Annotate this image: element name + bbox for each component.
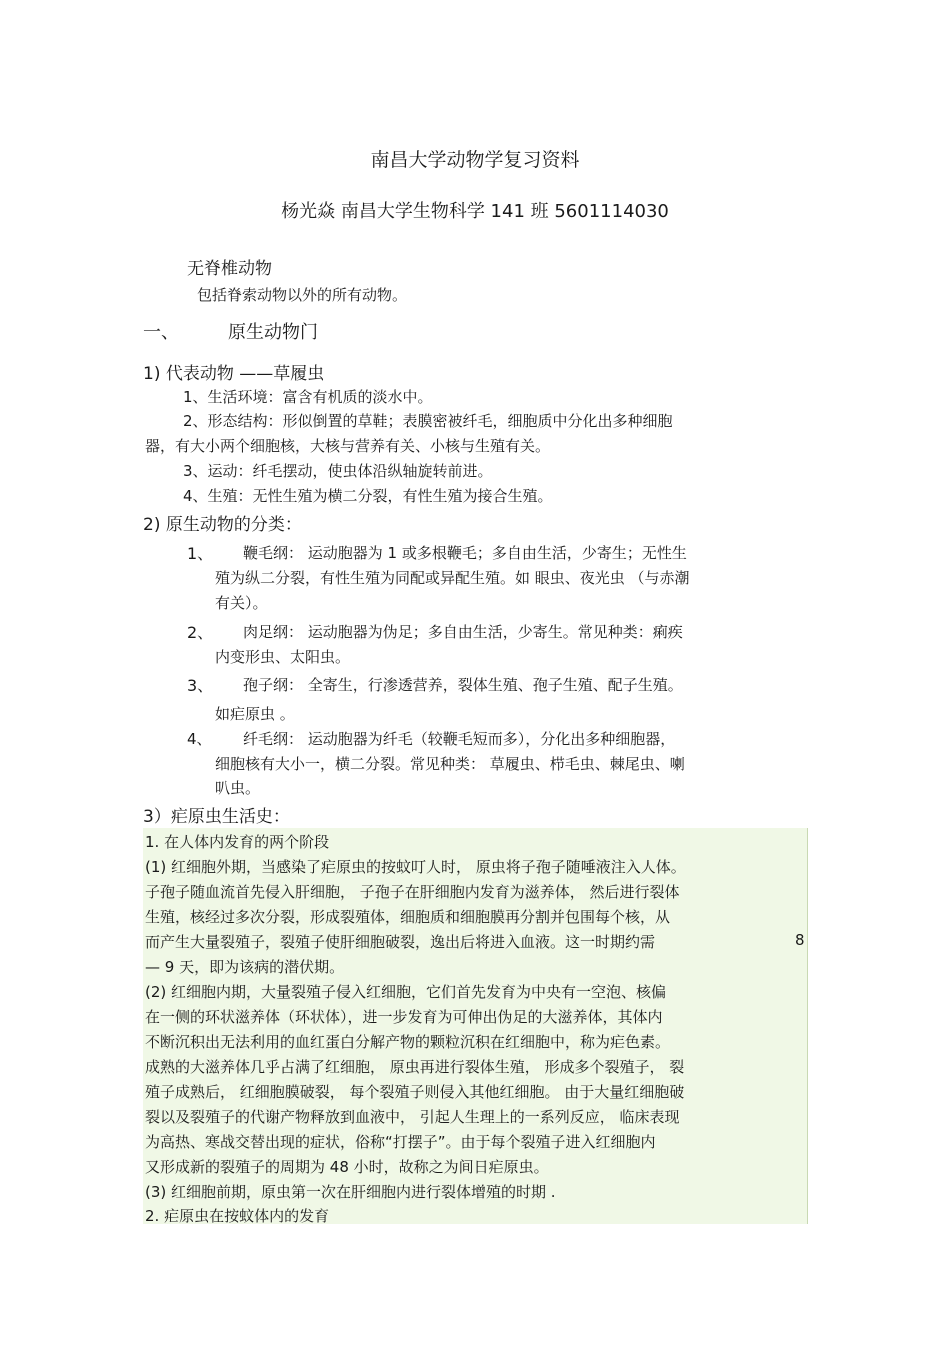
invertebrate-desc: 包括脊索动物以外的所有动物。 [197, 286, 408, 304]
class-item-number: 4、 [187, 730, 212, 748]
invertebrate-heading: 无脊椎动物 [187, 259, 272, 279]
lifecycle-line: 在一侧的环状滋养体（环状体），进一步发育为可伸出伪足的大滋养体，其体内 [145, 1008, 663, 1026]
section-number: 一、 [143, 322, 179, 343]
paramecium-line: 3、运动：纤毛摆动，使虫体沿纵轴旋转前进。 [183, 462, 493, 480]
class-item-line: 有关）。 [215, 594, 268, 612]
class-item-line: 鞭毛纲： 运动胞器为 1 或多根鞭毛；多自由生活，少寄生；无性生 [243, 544, 687, 562]
paramecium-line: 4、生殖：无性生殖为横二分裂，有性生殖为接合生殖。 [183, 487, 553, 505]
lifecycle-line: 成熟的大滋养体几乎占满了红细胞， 原虫再进行裂体生殖， 形成多个裂殖子， 裂 [145, 1058, 685, 1076]
paramecium-heading: 1) 代表动物 ——草履虫 [143, 364, 325, 384]
class-item-number: 3、 [187, 676, 214, 695]
lifecycle-line: 1. 在人体内发育的两个阶段 [145, 833, 330, 851]
lifecycle-line: 又形成新的裂殖子的周期为 48 小时，故称之为间日疟原虫。 [145, 1158, 549, 1176]
author-line: 杨光焱 南昌大学生物科学 141 班 5601114030 [281, 201, 669, 222]
section-title: 原生动物门 [228, 322, 318, 343]
lifecycle-heading: 3）疟原虫生活史： [143, 807, 290, 827]
class-item-line: 孢子纲： 全寄生，行渗透营养，裂体生殖、孢子生殖、配子生殖。 [243, 676, 683, 694]
lifecycle-line: 2. 疟原虫在按蚊体内的发育 [145, 1207, 330, 1225]
class-item-line: 如疟原虫 。 [215, 705, 295, 723]
lifecycle-line: 生殖，核经过多次分裂，形成裂殖体，细胞质和细胞膜再分割并包围每个核，从 [145, 908, 671, 926]
lifecycle-line: (2) 红细胞内期，大量裂殖子侵入红细胞，它们首先发育为中央有一空泡、核偏 [145, 983, 667, 1001]
classification-heading: 2) 原生动物的分类： [143, 515, 302, 535]
paramecium-line: 器，有大小两个细胞核，大核与营养有关、小核与生殖有关。 [145, 437, 551, 455]
class-item-line: 叭虫。 [215, 779, 261, 797]
class-item-line: 殖为纵二分裂，有性生殖为同配或异配生殖。如 眼虫、夜光虫 （与赤潮 [215, 569, 690, 587]
page-title: 南昌大学动物学复习资料 [370, 149, 580, 171]
lifecycle-line: (3) 红细胞前期，原虫第一次在肝细胞内进行裂体增殖的时期 . [145, 1183, 556, 1201]
paramecium-line: 2、形态结构：形似倒置的草鞋；表膜密被纤毛，细胞质中分化出多种细胞 [183, 412, 673, 430]
lifecycle-line: 而产生大量裂殖子，裂殖子使肝细胞破裂，逸出后将进入血液。这一时期约需 [145, 933, 656, 951]
class-item-line: 纤毛纲： 运动胞器为纤毛（较鞭毛短而多），分化出多种细胞器， [243, 730, 676, 748]
class-item-number: 2、 [187, 623, 214, 642]
lifecycle-line: 不断沉积出无法利用的血红蛋白分解产物的颗粒沉积在红细胞中，称为疟色素。 [145, 1033, 671, 1051]
paramecium-line: 1、生活环境：富含有机质的淡水中。 [183, 388, 433, 406]
lifecycle-line-number: 8 [795, 931, 805, 949]
lifecycle-line: 殖子成熟后， 红细胞膜破裂， 每个裂殖子则侵入其他红细胞。 由于大量红细胞破 [145, 1083, 685, 1101]
lifecycle-line: — 9 天，即为该病的潜伏期。 [145, 958, 345, 976]
lifecycle-line: (1) 红细胞外期，当感染了疟原虫的按蚊叮人时， 原虫将子孢子随唾液注入人体。 [145, 858, 686, 876]
lifecycle-line: 为高热、寒战交替出现的症状，俗称“打摆子”。由于每个裂殖子进入红细胞内 [145, 1133, 656, 1151]
class-item-line: 内变形虫、太阳虫。 [215, 648, 351, 666]
lifecycle-line: 子孢子随血流首先侵入肝细胞， 子孢子在肝细胞内发育为滋养体， 然后进行裂体 [145, 883, 680, 901]
class-item-line: 肉足纲： 运动胞器为伪足；多自由生活，少寄生。常见种类：痢疾 [243, 623, 683, 641]
class-item-line: 细胞核有大小一，横二分裂。常见种类： 草履虫、栉毛虫、棘尾虫、喇 [215, 755, 685, 773]
lifecycle-line: 裂以及裂殖子的代谢产物释放到血液中， 引起人生理上的一系列反应， 临床表现 [145, 1108, 680, 1126]
class-item-number: 1、 [187, 544, 214, 563]
